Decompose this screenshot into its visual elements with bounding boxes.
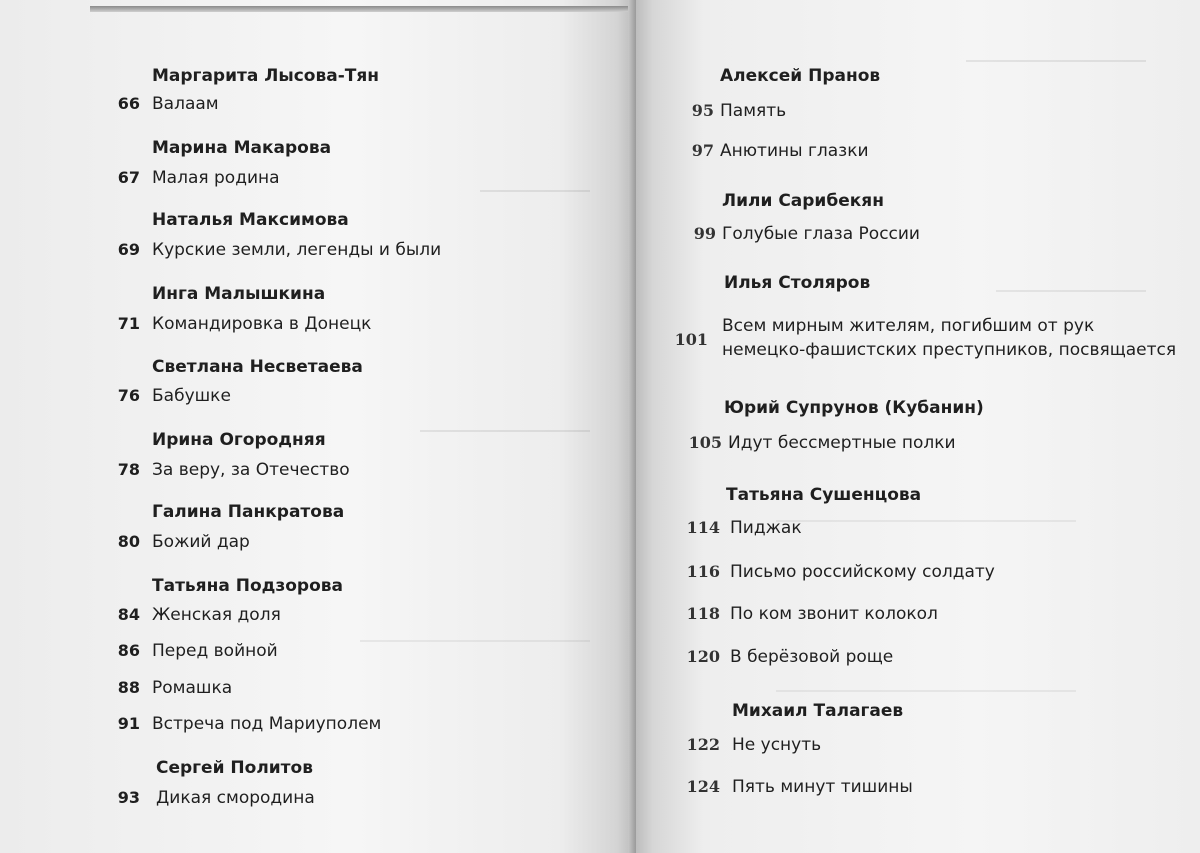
toc-author: Светлана Несветаева <box>152 357 363 377</box>
toc-title: Малая родина <box>152 168 280 188</box>
toc-page-number: 93 <box>117 788 140 807</box>
toc-page-number: 91 <box>117 714 140 733</box>
toc-author: Марина Макарова <box>152 138 332 158</box>
toc-author: Юрий Супрунов (Кубанин) <box>724 398 984 418</box>
toc-page-number: 66 <box>117 94 140 113</box>
toc-title: Не уснуть <box>732 735 822 755</box>
toc-author: Илья Столяров <box>724 273 871 293</box>
toc-title: Пиджак <box>730 518 802 538</box>
toc-page-number: 122 <box>686 735 720 754</box>
bleed-through-mark <box>776 520 1076 522</box>
toc-author: Наталья Максимова <box>152 210 349 230</box>
toc-title: Встреча под Мариуполем <box>152 714 382 734</box>
toc-page-number: 69 <box>117 240 140 259</box>
toc-page-number: 97 <box>691 141 714 160</box>
toc-page-number: 86 <box>117 641 140 660</box>
toc-page-number: 88 <box>117 678 140 697</box>
toc-page-number: 67 <box>117 168 140 187</box>
toc-page-number: 78 <box>117 460 140 479</box>
toc-title: Курские земли, легенды и были <box>152 240 442 260</box>
toc-title: Пять минут тишины <box>732 777 913 797</box>
bleed-through-mark <box>966 60 1146 62</box>
toc-page-number: 105 <box>688 433 722 452</box>
toc-title: Ромашка <box>152 678 233 698</box>
toc-page-number: 80 <box>117 532 140 551</box>
toc-title: Идут бессмертные полки <box>728 433 956 453</box>
toc-author: Михаил Талагаев <box>732 701 904 721</box>
toc-title: Валаам <box>152 94 219 114</box>
bleed-through-mark <box>360 640 590 642</box>
toc-page-number: 99 <box>693 224 716 243</box>
toc-page-number: 114 <box>686 518 720 537</box>
toc-title: Анютины глазки <box>720 141 869 161</box>
toc-author: Маргарита Лысова-Тян <box>152 66 380 86</box>
toc-author: Ирина Огородняя <box>152 430 326 450</box>
toc-author: Лили Сарибекян <box>722 191 884 211</box>
toc-title: По ком звонит колокол <box>730 604 938 624</box>
toc-title: Бабушке <box>152 386 231 406</box>
toc-title: Божий дар <box>152 532 250 552</box>
bleed-through-mark <box>480 190 590 192</box>
toc-page-number: 76 <box>117 386 140 405</box>
toc-page-number: 118 <box>686 604 720 623</box>
toc-title: Письмо российскому солдату <box>730 562 995 582</box>
bleed-through-mark <box>996 290 1146 292</box>
toc-author: Галина Панкратова <box>152 502 345 522</box>
bleed-through-mark <box>776 690 1076 692</box>
toc-page-number: 120 <box>686 647 720 666</box>
page-top-edge-shadow <box>90 6 630 12</box>
toc-page-number: 71 <box>117 314 140 333</box>
toc-page-number: 101 <box>674 330 708 349</box>
toc-author: Сергей Политов <box>156 758 313 778</box>
toc-page-number: 95 <box>691 101 714 120</box>
toc-page-number: 116 <box>686 562 720 581</box>
toc-title: Перед войной <box>152 641 278 661</box>
toc-author: Татьяна Подзорова <box>152 576 343 596</box>
right-page <box>636 0 1200 853</box>
toc-author: Татьяна Сушенцова <box>726 485 922 505</box>
toc-title: Память <box>720 101 787 121</box>
toc-title-line-2: немецко-фашистских преступников, посвящается <box>722 340 1177 360</box>
toc-title-line-1: Всем мирным жителям, погибшим от рук <box>722 316 1095 336</box>
toc-author: Алексей Пранов <box>720 66 881 86</box>
toc-title: Командировка в Донецк <box>152 314 372 334</box>
toc-page-number: 124 <box>686 777 720 796</box>
toc-title: Дикая смородина <box>156 788 315 808</box>
toc-title: Голубые глаза России <box>722 224 920 244</box>
toc-title: За веру, за Отечество <box>152 460 350 480</box>
toc-page-number: 84 <box>117 605 140 624</box>
toc-author: Инга Малышкина <box>152 284 326 304</box>
bleed-through-mark <box>420 430 590 432</box>
toc-title: Женская доля <box>152 605 281 625</box>
toc-title: В берёзовой роще <box>730 647 894 667</box>
